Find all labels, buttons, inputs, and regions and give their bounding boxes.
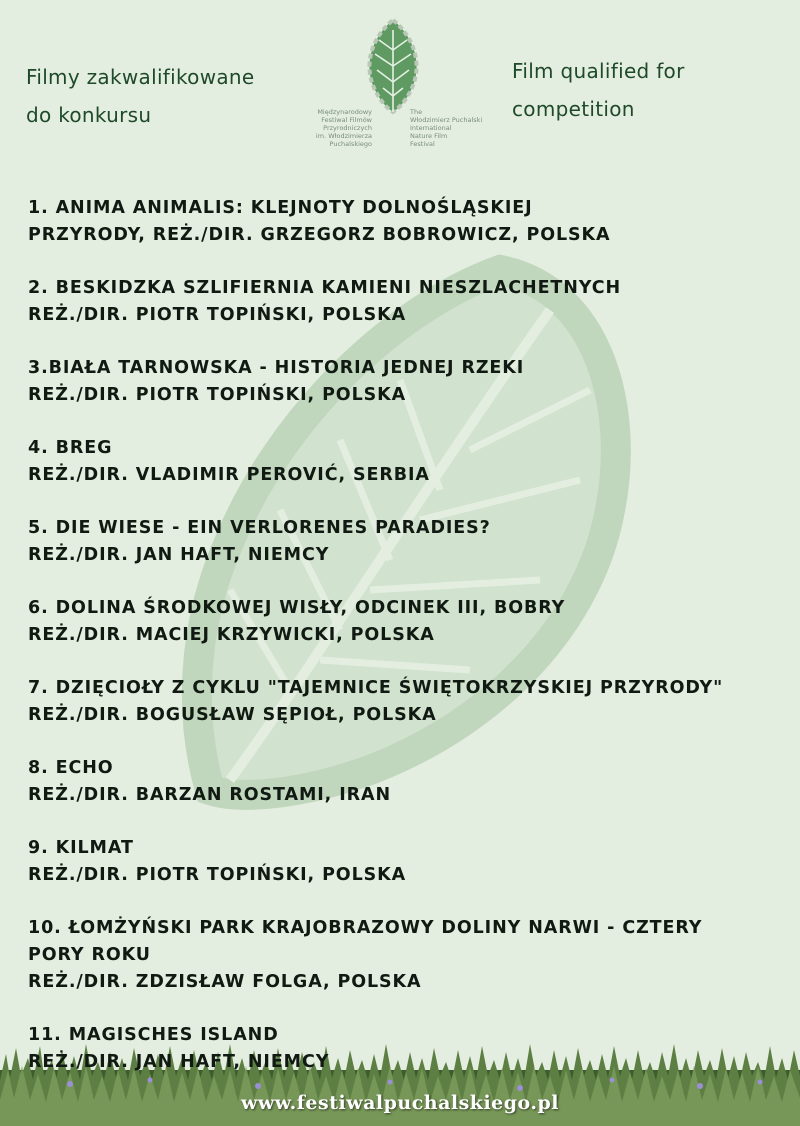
film-line: 4. BREG (28, 438, 113, 458)
film-item (28, 835, 788, 889)
film-line: 6. DOLINA ŚRODKOWEJ WISŁY, ODCINEK III, BOBRY (28, 598, 566, 618)
film-item (28, 515, 788, 569)
film-item (28, 355, 788, 409)
film-line: REŻ./DIR. PIOTR TOPIŃSKI, POLSKA (28, 305, 407, 325)
film-line: 7. DZIĘCIOŁY Z CYKLU "TAJEMNICE ŚWIĘTOKRZYSKIEJ PRZYRODY" (28, 678, 724, 698)
header-title-english-line: competition (512, 97, 635, 121)
logo-text-line: Przyrodniczych (323, 124, 372, 132)
film-line: REŻ./DIR. JAN HAFT, NIEMCY (28, 1052, 330, 1072)
logo-text-line: Międzynarodowy (317, 108, 372, 116)
film-item (28, 595, 788, 649)
film-line: 1. ANIMA ANIMALIS: KLEJNOTY DOLNOŚLĄSKIEJ (28, 198, 533, 218)
film-line: PORY ROKU (28, 945, 151, 965)
film-line: REŻ./DIR. JAN HAFT, NIEMCY (28, 545, 330, 565)
film-list (28, 195, 788, 1102)
header-title-english-line: Film qualified for (512, 59, 685, 83)
logo-text-line: International (410, 124, 452, 132)
logo-text-line: Festival (410, 140, 435, 148)
header-title-polish-line: Filmy zakwalifikowane (26, 65, 255, 89)
header-title-polish-line: do konkursu (26, 103, 152, 127)
logo-text-line: The (410, 108, 423, 116)
film-line: 11. MAGISCHES ISLAND (28, 1025, 279, 1045)
logo-text-line: Festiwal Filmów (321, 116, 372, 124)
film-item (28, 195, 788, 249)
film-line: 10. ŁOMŻYŃSKI PARK KRAJOBRAZOWY DOLINY NARWI - CZTERY (28, 918, 703, 938)
logo-text-line: Włodzimierz Puchalski (410, 116, 483, 124)
logo-text-line: im. Włodzimierza (315, 132, 372, 140)
header-title-english (512, 52, 792, 128)
logo-text-line: Nature Film (410, 132, 448, 140)
logo-text-english (410, 108, 490, 148)
festival-website-url: www.festiwalpuchalskiego.pl (240, 1092, 560, 1114)
film-line: REŻ./DIR. VLADIMIR PEROVIĆ, SERBIA (28, 465, 430, 485)
film-line: REŻ./DIR. PIOTR TOPIŃSKI, POLSKA (28, 865, 407, 885)
film-line: REŻ./DIR. BARZAN ROSTAMI, IRAN (28, 785, 391, 805)
film-line: 8. ECHO (28, 758, 114, 778)
film-line: REŻ./DIR. MACIEJ KRZYWICKI, POLSKA (28, 625, 435, 645)
logo-text-line: Puchalskiego (329, 140, 372, 148)
film-line: 3.BIAŁA TARNOWSKA - HISTORIA JEDNEJ RZEKI (28, 358, 525, 378)
film-item (28, 755, 788, 809)
film-line: REŻ./DIR. BOGUSŁAW SĘPIOŁ, POLSKA (28, 705, 437, 725)
film-line: REŻ./DIR. PIOTR TOPIŃSKI, POLSKA (28, 385, 407, 405)
film-item (28, 675, 788, 729)
logo-text-polish (302, 108, 372, 148)
film-line: REŻ./DIR. ZDZISŁAW FOLGA, POLSKA (28, 972, 422, 992)
film-item (28, 1022, 788, 1076)
film-line: 5. DIE WIESE - EIN VERLORENES PARADIES? (28, 518, 491, 538)
film-line: PRZYRODY, REŻ./DIR. GRZEGORZ BOBROWICZ, POLSKA (28, 225, 611, 245)
film-line: 2. BESKIDZKA SZLIFIERNIA KAMIENI NIESZLACHETNYCH (28, 278, 622, 298)
film-line: 9. KILMAT (28, 838, 134, 858)
film-item (28, 435, 788, 489)
film-item (28, 915, 788, 996)
festival-leaf-logo (361, 16, 425, 116)
film-item (28, 275, 788, 329)
